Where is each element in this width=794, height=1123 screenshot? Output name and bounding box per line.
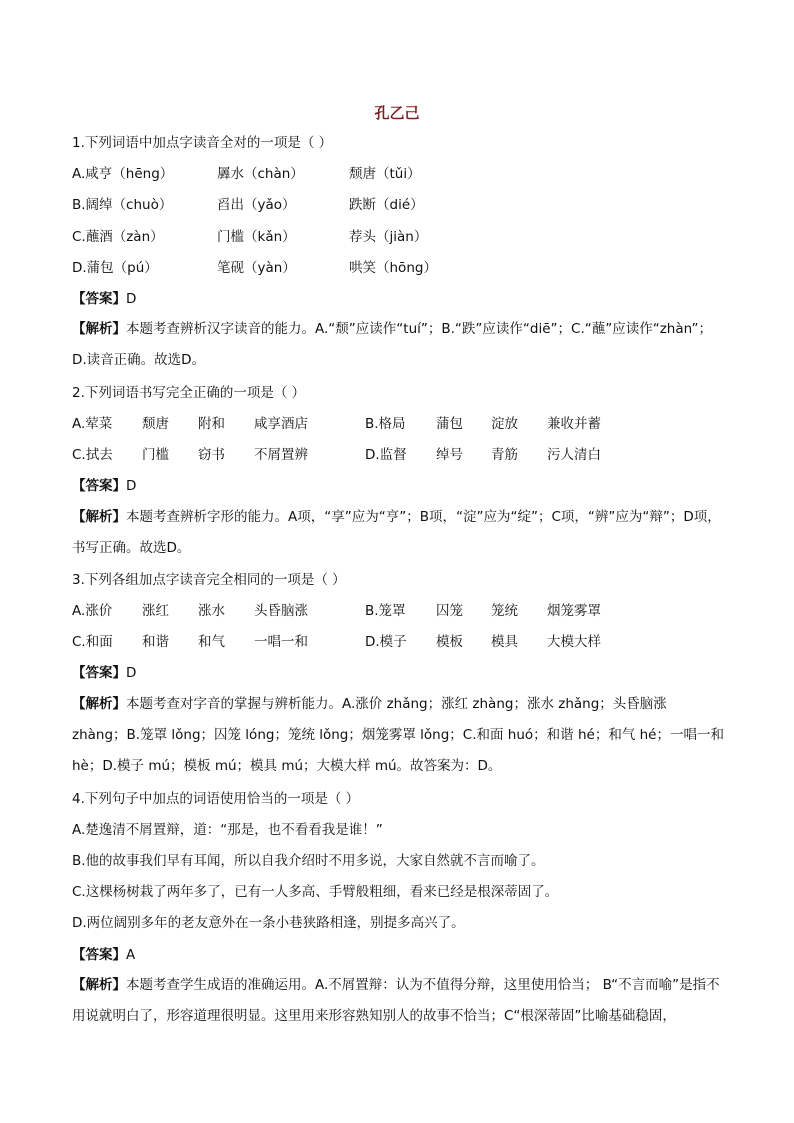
q3-option: 和谐 — [142, 634, 169, 650]
q3-option: 模板 — [436, 634, 463, 650]
analysis-text: 本题考查对字音的掌握与辨析能力。A.涨价 zhǎng；涨红 zhàng；涨水 zhǎng；头昏脑涨 zhàng；B.笼罩 lǒng；囚笼 lóng；笼统 lǒng；烟笼雾罩 lǒng；C.和面 huó；和谐 hé；和气 hé；一唱一和 hè；D.模子 mú；模板 mú；模具 mú；大模大样 mú。故答案为：D。 — [72, 696, 724, 774]
q3-option: 模具 — [491, 634, 518, 650]
q2-option: 污人清白 — [547, 447, 601, 463]
q1-option: 哄笑（hōng） — [349, 260, 437, 276]
q2-option: D.监督 — [365, 447, 407, 463]
q1-option: B.阔绰（chuò） — [72, 197, 173, 213]
page-title: 孔乙己 — [374, 104, 420, 122]
q1-option: 舀出（yǎo） — [217, 197, 296, 213]
q3-answer — [72, 664, 136, 682]
answer-tag: 【答案】 — [72, 665, 126, 681]
answer-value: D — [126, 291, 137, 307]
q3-option: 涨红 — [142, 603, 169, 619]
q4-answer — [72, 946, 135, 964]
q2-option: 兼收并蓄 — [547, 416, 601, 432]
q2-option: 颓唐 — [142, 416, 169, 432]
q1-option: 荐头（jiàn） — [349, 229, 428, 245]
answer-tag: 【答案】 — [72, 478, 126, 494]
q1-answer — [72, 290, 136, 308]
q1-option: 羼水（chàn） — [217, 166, 304, 182]
q3-option: 头昏脑涨 — [254, 603, 308, 619]
answer-tag: 【答案】 — [72, 291, 126, 307]
q2-stem: 2.下列词语书写完全正确的一项是（ ） — [72, 385, 306, 401]
q1-option: 颓唐（tǔi） — [349, 166, 421, 182]
q3-option: A.涨价 — [72, 603, 113, 619]
q3-option: D.模子 — [365, 634, 407, 650]
q2-option: 青筋 — [491, 447, 518, 463]
q2-option: 不屑置辨 — [254, 447, 308, 463]
answer-tag: 【答案】 — [72, 947, 126, 963]
q1-option: 跌断（dié） — [349, 197, 424, 213]
q1-stem: 1.下列词语中加点字读音全对的一项是（ ） — [72, 135, 333, 151]
analysis-text: 本题考查辨析字形的能力。A项，“享”应为“亨”；B项，“淀”应为“绽”；C项，“辨”应为“辩”；D项，书写正确。故选D。 — [72, 509, 721, 556]
q3-option: 囚笼 — [436, 603, 463, 619]
analysis-text: 本题考查辨析汉字读音的能力。A.“颓”应读作“tuí”；B.“跌”应读作“diē”；C.“蘸”应读作“zhàn”；D.读音正确。故选D。 — [72, 321, 712, 368]
q2-option: C.拭去 — [72, 447, 113, 463]
q4-stem: 4.下列句子中加点的词语使用恰当的一项是（ ） — [72, 791, 360, 807]
q4-analysis — [72, 970, 724, 1032]
q4-option: A.楚逸清不屑置辩，道：“那是，也不看看我是谁！” — [72, 822, 383, 838]
q3-option: 大模大样 — [547, 634, 601, 650]
analysis-tag: 【解析】 — [72, 977, 126, 993]
q3-option: 涨水 — [198, 603, 225, 619]
q3-analysis — [72, 689, 724, 782]
q3-option: 一唱一和 — [254, 634, 308, 650]
q1-option: 门槛（kǎn） — [217, 229, 296, 245]
q3-option: 烟笼雾罩 — [547, 603, 601, 619]
analysis-tag: 【解析】 — [72, 696, 126, 712]
q3-option: 和气 — [198, 634, 225, 650]
q4-option: B.他的故事我们早有耳闻，所以自我介绍时不用多说，大家自然就不言而喻了。 — [72, 853, 545, 869]
q2-option: 窃书 — [198, 447, 225, 463]
q2-option: B.格局 — [365, 416, 406, 432]
answer-value: D — [126, 478, 137, 494]
q2-option: 淀放 — [491, 416, 518, 432]
q1-option: 笔砚（yàn） — [217, 260, 296, 276]
q1-option: C.蘸酒（zàn） — [72, 229, 164, 245]
q3-option: B.笼罩 — [365, 603, 406, 619]
q1-option: D.蒲包（pú） — [72, 260, 158, 276]
analysis-tag: 【解析】 — [72, 321, 126, 337]
q4-option: C.这棵杨树栽了两年多了，已有一人多高、手臂般粗细，看来已经是根深蒂固了。 — [72, 884, 559, 900]
q1-option: A.咸亨（hēng） — [72, 166, 174, 182]
q2-option: 咸享酒店 — [254, 416, 308, 432]
q1-analysis — [72, 314, 724, 376]
analysis-text: 本题考查学生成语的准确运用。A.不屑置辩：认为不值得分辩，这里使用恰当； B“不言而喻”是指不用说就明白了，形容道理很明显。这里用来形容熟知别人的故事不恰当；C“根深蒂固”比喻基础稳固， — [72, 977, 720, 1024]
q2-option: 门槛 — [142, 447, 169, 463]
answer-value: D — [126, 665, 137, 681]
q2-option: 蒲包 — [436, 416, 463, 432]
q3-option: C.和面 — [72, 634, 113, 650]
q2-option: 绰号 — [436, 447, 463, 463]
q3-option: 笼统 — [491, 603, 518, 619]
q2-analysis — [72, 502, 724, 564]
q2-option: 附和 — [198, 416, 225, 432]
q4-option: D.两位阔别多年的老友意外在一条小巷狭路相逢，别提多高兴了。 — [72, 915, 465, 931]
q2-answer — [72, 477, 136, 495]
q2-option: A.荤菜 — [72, 416, 113, 432]
analysis-tag: 【解析】 — [72, 509, 126, 525]
answer-value: A — [126, 947, 136, 963]
q3-stem: 3.下列各组加点字读音完全相同的一项是（ ） — [72, 572, 346, 588]
